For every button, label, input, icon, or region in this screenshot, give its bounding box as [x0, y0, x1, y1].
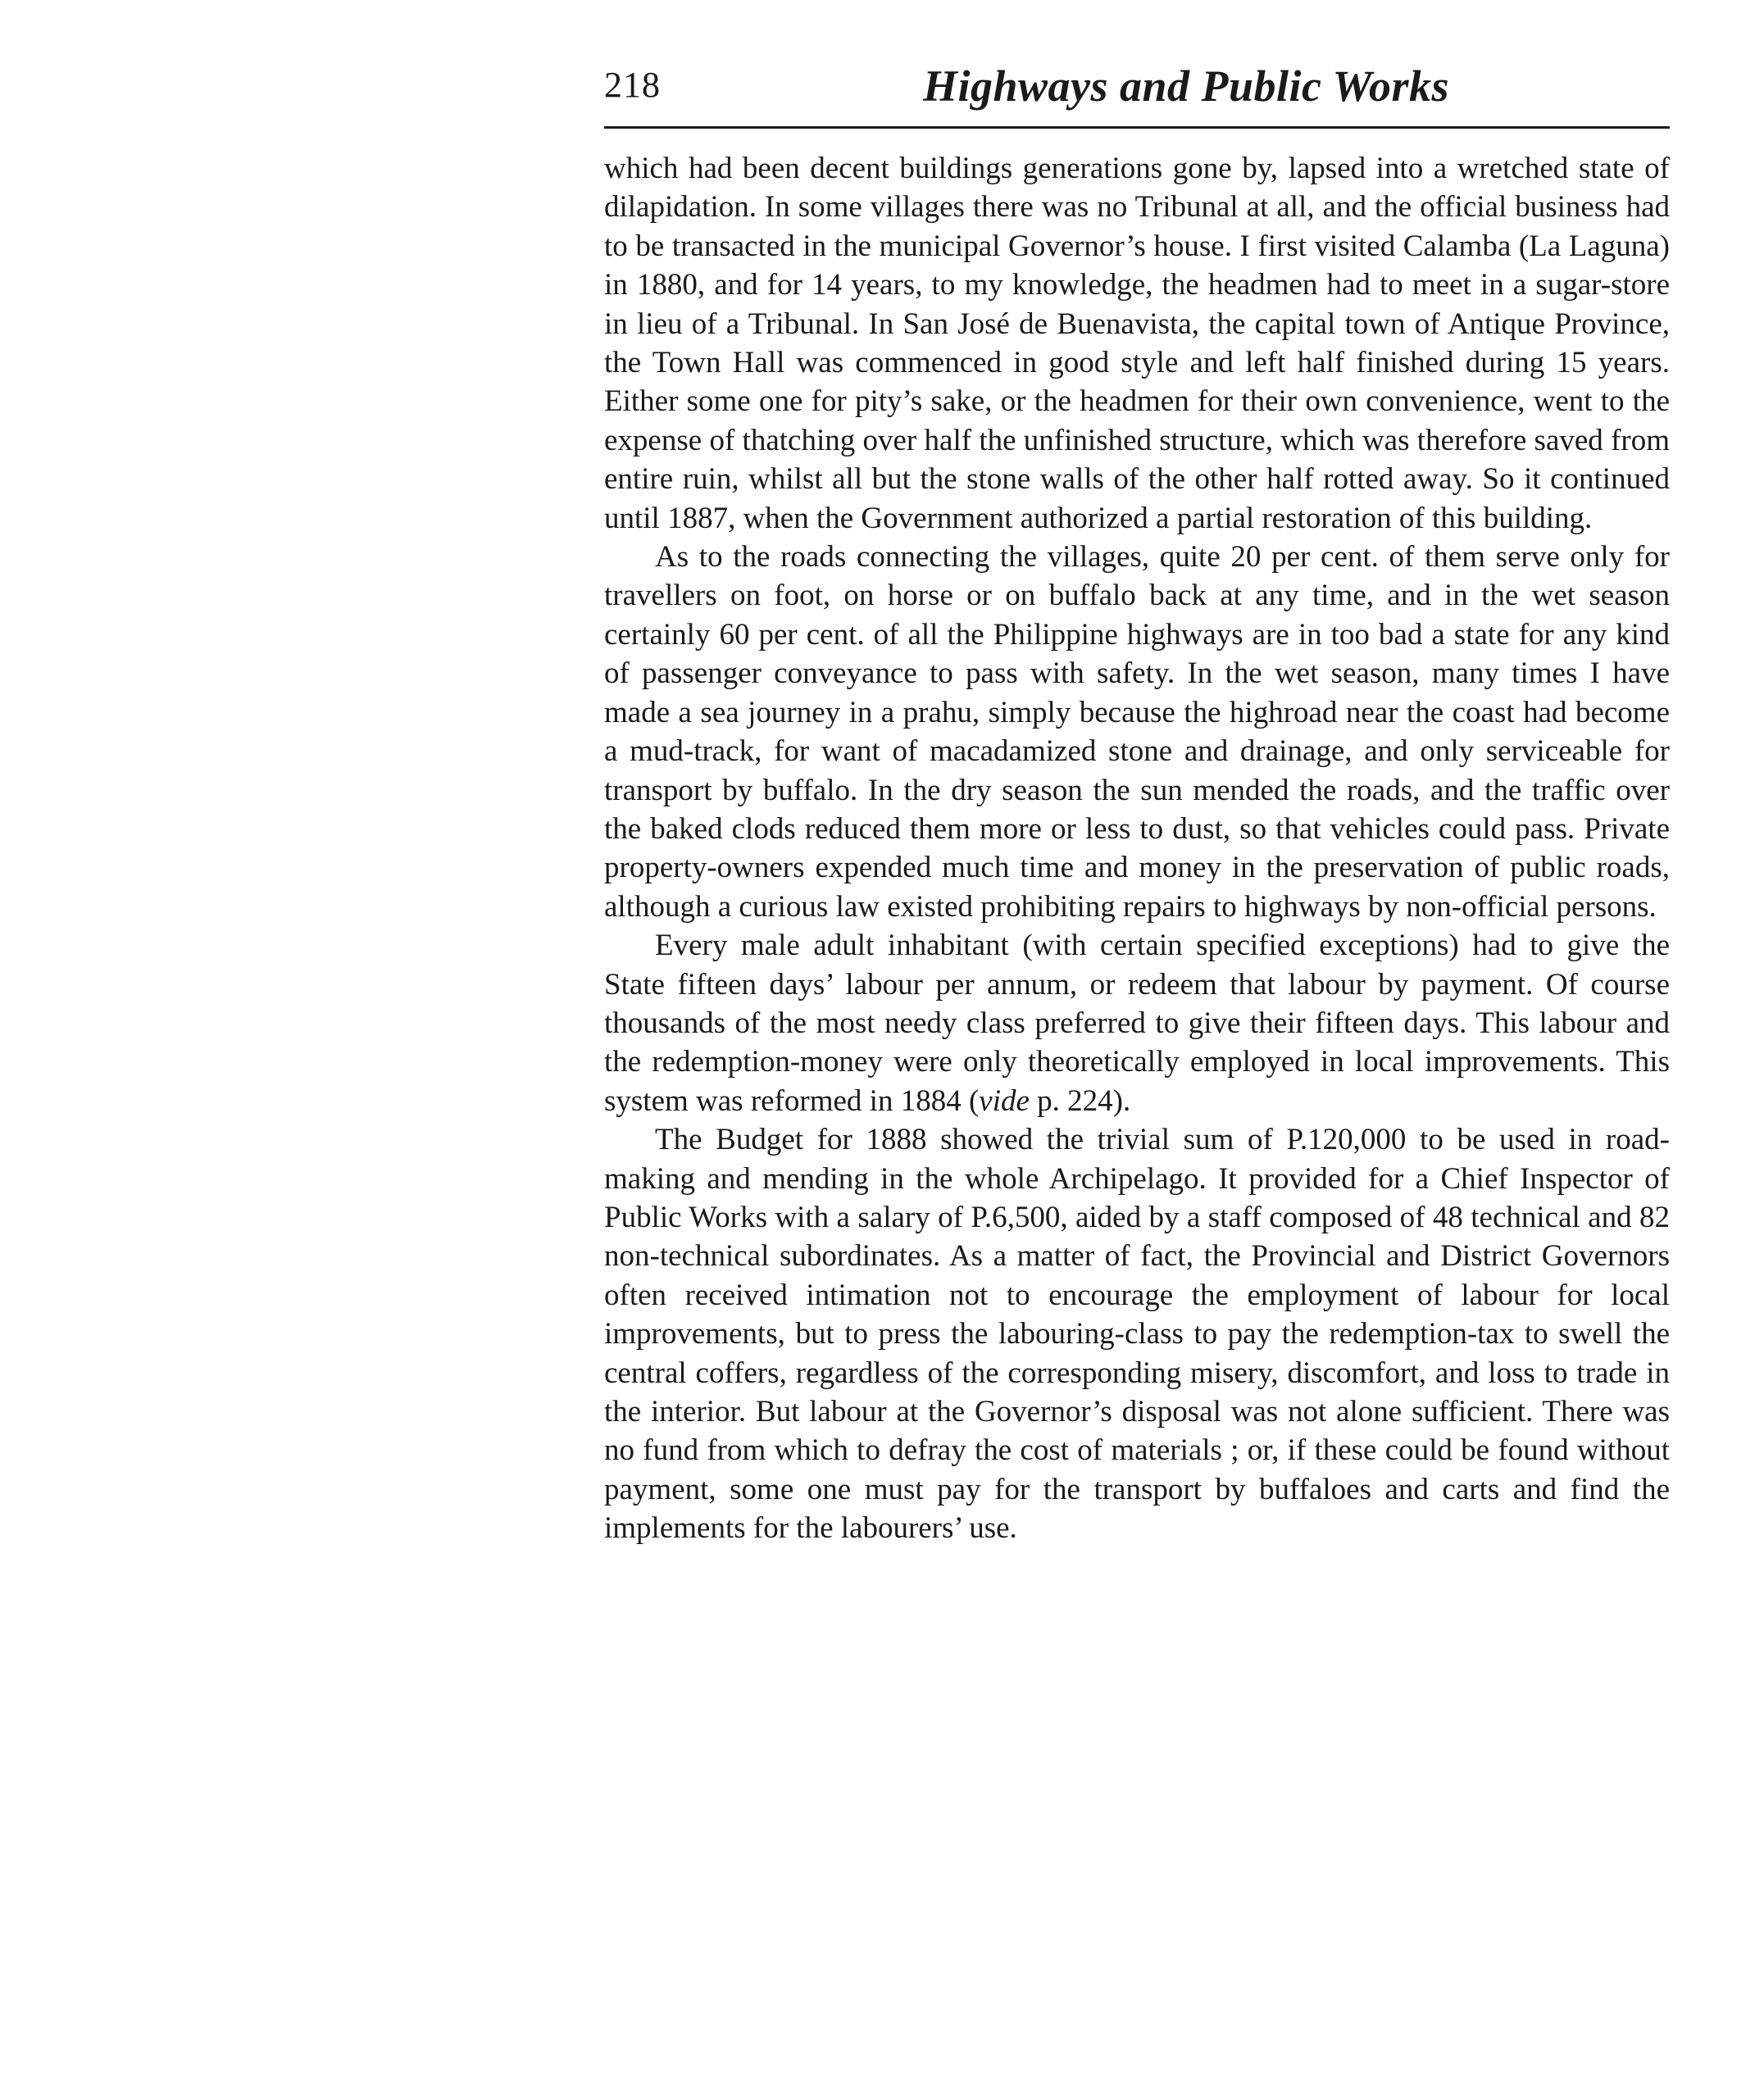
page-number: 218	[604, 65, 661, 105]
paragraph-2	[604, 538, 1670, 926]
paragraph-3	[604, 926, 1670, 1120]
body-text	[604, 149, 1670, 1548]
paragraph-3-italic-vide: vide	[979, 1083, 1030, 1118]
page-header	[604, 57, 1670, 115]
paragraph-4-text: The Budget for 1888 showed the trivial sum of P.120,000 to be used in road-making and mending in the whole Archipelago. It provided for a Chief Inspector of Public Works with a salary of P.6,500, aided by a staff composed of 48 technical and 82 non-technical subordinates. As a matter of fact, the Provincial and District Governors often received intimation not to encourage the employment of labour for local improvements, but to press the labouring-class to pay the redemption-tax to swell the central coffers, regardless of the corresponding misery, discomfort, and loss to trade in the interior. But labour at the Governor’s disposal was not alone sufficient. There was no fund from which to defray the cost of materials ; or, if these could be found without payment, some one must pay for the transport by buffaloes and carts and find the implements for the labourers’ use.	[604, 1123, 1670, 1546]
paragraph-2-text: As to the roads connecting the villages, quite 20 per cent. of them serve only for travellers on foot, on horse or on buffalo back at any time, and in the wet season certainly 60 per cent. of all the Philippine highways are in too bad a state for any kind of passenger conveyance to pass with safety. In the wet season, many times I have made a sea journey in a prahu, simply because the highroad near the coast had become a mud-track, for want of macadamized stone and drainage, and only serviceable for transport by buffalo. In the dry season the sun mended the roads, and the traffic over the baked clods reduced them more or less to dust, so that vehicles could pass. Private property-owners expended much time and money in the preservation of public roads, although a curious law existed prohibiting repairs to highways by non-official persons.	[604, 540, 1670, 924]
paragraph-1-text: which had been decent buildings generations gone by, lapsed into a wretched state of dilapidation. In some villages there was no Tribunal at all, and the official business had to be transacted in the municipal Governor’s house. I first visited Calamba (La Laguna) in 1880, and for 14 years, to my knowledge, the headmen had to meet in a sugar-store in lieu of a Tribunal. In San José de Buenavista, the capital town of Antique Province, the Town Hall was commenced in good style and left half finished during 15 years. Either some one for pity’s sake, or the headmen for their own convenience, went to the expense of thatching over half the unfinished structure, which was therefore saved from entire ruin, whilst all but the stone walls of the other half rotted away. So it continued until 1887, when the Government authorized a partial restoration of this building.	[604, 152, 1670, 535]
header-rule	[604, 126, 1670, 129]
paragraph-4	[604, 1120, 1670, 1547]
book-page	[604, 57, 1670, 1546]
paragraph-3-text-end: p. 224).	[1029, 1083, 1131, 1118]
paragraph-1	[604, 149, 1670, 538]
running-title: Highways and Public Works	[922, 61, 1450, 111]
paragraph-3-text: Every male adult inhabitant (with certain specified exceptions) had to give the State fifteen days’ labour per annum, or redeem that labour by payment. Of course thousands of the most needy class preferred to give their fifteen days. This labour and the redemption-money were only theoretically employed in local improvements. This system was reformed in 1884 (	[604, 929, 1670, 1118]
